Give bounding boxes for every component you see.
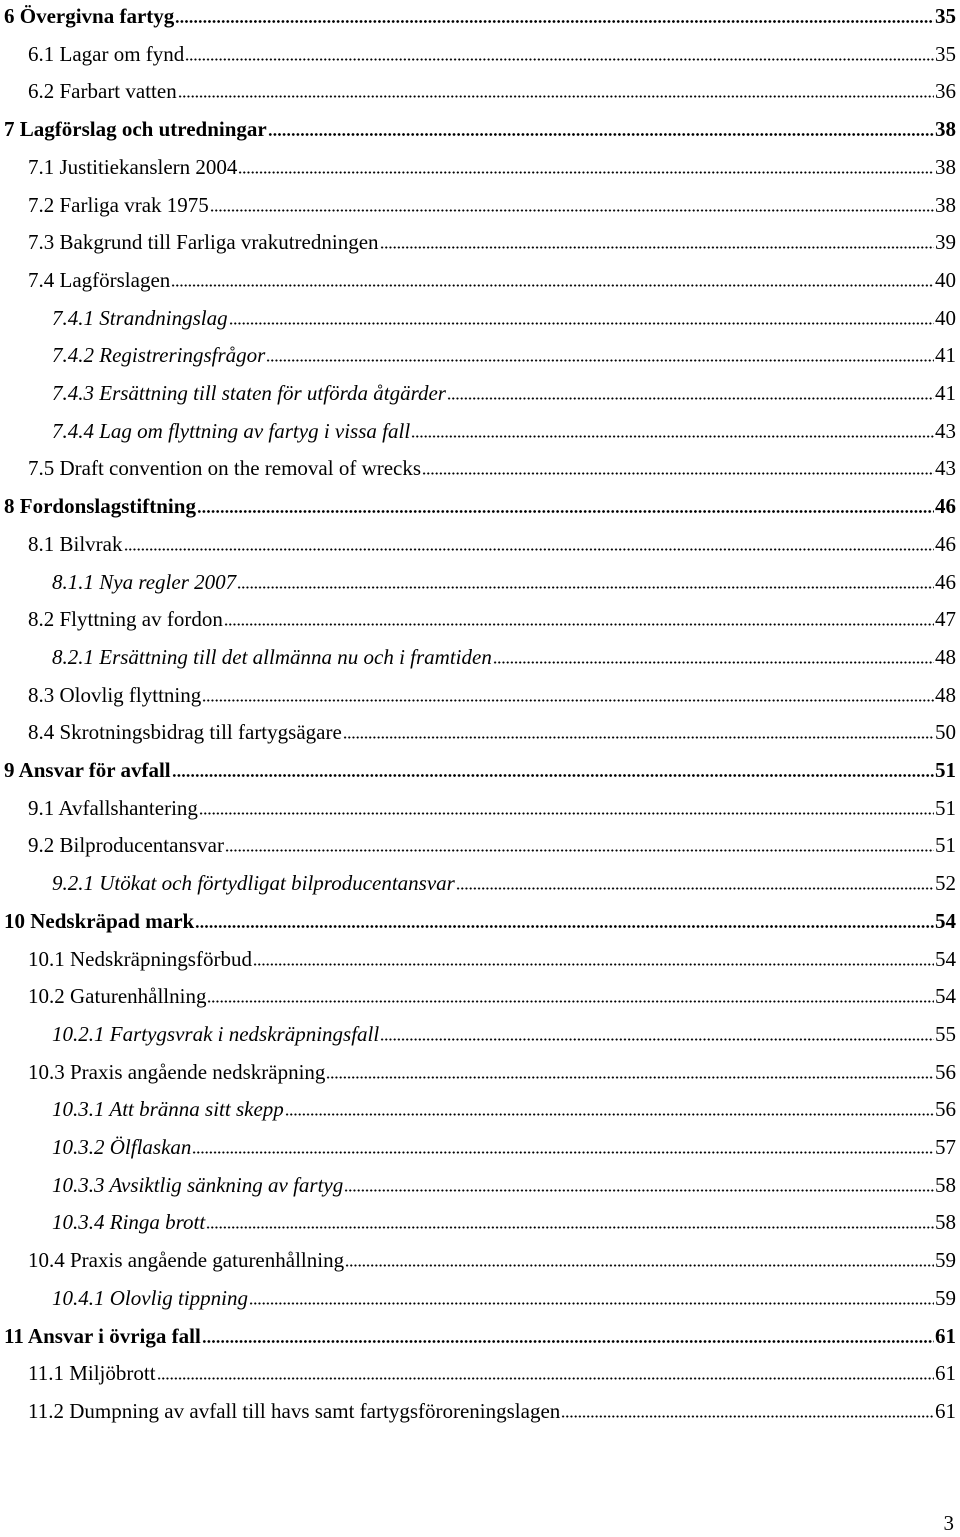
toc-entry-page-number: 61 xyxy=(935,1398,956,1423)
toc-entry-title: 10.3 Praxis angående nedskräpning xyxy=(28,1059,326,1084)
toc-entry-page-number: 35 xyxy=(935,41,956,66)
toc-entry-title: 10.4.1 Olovlig tippning xyxy=(52,1285,248,1310)
toc-dot-leader xyxy=(249,1285,934,1305)
toc-entry[interactable] xyxy=(0,1357,956,1389)
toc-entry-title: 10.2 Gaturenhållning xyxy=(28,984,207,1009)
toc-entry-page-number: 46 xyxy=(935,569,956,594)
toc-entry-page-number: 41 xyxy=(935,381,956,405)
toc-entry-title: 11.1 Miljöbrott xyxy=(28,1361,156,1386)
toc-entry[interactable] xyxy=(0,867,956,899)
toc-entry-page-number: 40 xyxy=(935,305,956,330)
toc-entry-page-number: 52 xyxy=(935,871,956,896)
toc-dot-leader xyxy=(266,342,934,362)
toc-entry[interactable] xyxy=(0,415,956,447)
toc-dot-leader xyxy=(207,983,934,1003)
toc-entry-title: 9.2 Bilproducentansvar xyxy=(28,833,224,858)
toc-entry[interactable] xyxy=(0,1320,956,1352)
toc-entry[interactable] xyxy=(0,1169,956,1201)
toc-dot-leader xyxy=(171,267,934,287)
toc-entry[interactable] xyxy=(0,792,956,824)
toc-entry[interactable] xyxy=(0,1282,956,1314)
toc-entry[interactable] xyxy=(0,905,956,937)
toc-entry[interactable] xyxy=(0,151,956,183)
toc-dot-leader xyxy=(345,1247,934,1267)
toc-entry-page-number: 48 xyxy=(935,644,956,669)
toc-entry-page-number: 56 xyxy=(935,1097,956,1122)
toc-entry-title: 7.4.4 Lag om flyttning av fartyg i vissa fall xyxy=(52,418,411,443)
toc-entry[interactable] xyxy=(0,943,956,975)
toc-dot-leader xyxy=(253,946,934,966)
toc-entry-page-number: 47 xyxy=(935,607,956,632)
toc-dot-leader xyxy=(380,1021,934,1041)
toc-entry-title: 11 Ansvar i övriga fall xyxy=(4,1323,201,1348)
toc-entry[interactable] xyxy=(0,829,956,861)
toc-entry-title: 8 Fordonslagstiftning xyxy=(4,494,196,519)
toc-dot-leader xyxy=(225,832,934,852)
toc-dot-leader xyxy=(229,305,934,325)
toc-dot-leader xyxy=(422,455,934,475)
toc-dot-leader xyxy=(343,719,934,739)
toc-entry-title: 7 Lagförslag och utredningar xyxy=(4,117,267,142)
toc-dot-leader xyxy=(268,116,934,136)
toc-entry-page-number: 43 xyxy=(935,418,956,443)
toc-dot-leader xyxy=(285,1096,934,1116)
toc-entry[interactable] xyxy=(0,339,956,371)
toc-dot-leader xyxy=(192,1134,934,1154)
toc-entry-title: 8.3 Olovlig flyttning xyxy=(28,682,202,707)
toc-dot-leader xyxy=(344,1172,934,1192)
toc-entry-page-number: 59 xyxy=(935,1248,956,1273)
toc-entry-title: 7.3 Bakgrund till Farliga vrakutredningen xyxy=(28,230,379,255)
toc-dot-leader xyxy=(237,569,934,589)
toc-entry-page-number: 40 xyxy=(935,267,956,292)
toc-entry-page-number: 58 xyxy=(935,1210,956,1235)
toc-dot-leader xyxy=(202,1323,934,1343)
toc-entry-page-number: 54 xyxy=(935,908,956,933)
toc-dot-leader xyxy=(206,1209,934,1229)
toc-entry-title: 10.2.1 Fartygsvrak i nedskräpningsfall xyxy=(52,1021,380,1046)
toc-entry-title: 8.1.1 Nya regler 2007 xyxy=(52,569,237,594)
toc-dot-leader xyxy=(411,418,934,438)
toc-entry-title: 9 Ansvar för avfall xyxy=(4,758,171,782)
toc-entry-title: 10.1 Nedskräpningsförbud xyxy=(28,946,252,971)
toc-entry-page-number: 39 xyxy=(935,230,956,255)
toc-entry-title: 9.2.1 Utökat och förtydligat bilproducentansvar xyxy=(52,871,455,896)
toc-entry-page-number: 51 xyxy=(935,833,956,858)
toc-entry[interactable] xyxy=(0,302,956,334)
toc-entry-title: 7.5 Draft convention on the removal of wrecks xyxy=(28,456,422,481)
toc-entry[interactable] xyxy=(0,0,956,32)
toc-dot-leader xyxy=(456,870,934,890)
toc-dot-leader xyxy=(195,908,934,928)
toc-entry[interactable] xyxy=(0,1206,956,1238)
toc-entry-page-number: 58 xyxy=(935,1172,956,1197)
toc-entry-page-number: 41 xyxy=(935,343,956,368)
toc-entry-title: 10.3.3 Avsiktlig sänkning av fartyg xyxy=(52,1172,344,1197)
toc-entry-title: 7.1 Justitiekanslern 2004 xyxy=(28,154,238,179)
toc-dot-leader xyxy=(197,493,934,513)
toc-entry[interactable] xyxy=(0,641,956,673)
toc-entry-page-number: 46 xyxy=(935,494,956,519)
toc-entry-page-number: 61 xyxy=(935,1323,956,1348)
toc-dot-leader xyxy=(199,795,934,815)
toc-dot-leader xyxy=(178,78,934,98)
toc-dot-leader xyxy=(202,682,934,702)
toc-dot-leader xyxy=(326,1059,934,1079)
toc-entry-page-number: 48 xyxy=(935,682,956,707)
toc-entry-page-number: 38 xyxy=(935,117,956,142)
toc-dot-leader xyxy=(172,757,934,777)
toc-entry[interactable] xyxy=(0,1056,956,1088)
toc-entry[interactable] xyxy=(0,452,956,484)
toc-entry-page-number: 56 xyxy=(935,1059,956,1084)
toc-entry-title: 8.1 Bilvrak xyxy=(28,531,123,556)
toc-entry-title: 9.1 Avfallshantering xyxy=(28,795,198,820)
toc-dot-leader xyxy=(493,644,934,664)
toc-entry-title: 7.2 Farliga vrak 1975 xyxy=(28,192,209,217)
toc-entry[interactable] xyxy=(0,679,956,711)
toc-dot-leader xyxy=(447,380,934,400)
toc-entry-title: 8.2 Flyttning av fordon xyxy=(28,607,223,632)
toc-entry-title: 7.4.1 Strandningslag xyxy=(52,305,228,330)
toc-entry-page-number: 57 xyxy=(935,1135,956,1159)
toc-entry-title: 10.3.1 Att bränna sitt skepp xyxy=(52,1097,284,1122)
toc-dot-leader xyxy=(124,531,935,551)
toc-dot-leader xyxy=(175,3,934,23)
toc-entry-page-number: 35 xyxy=(935,4,956,28)
toc-entry-title: 6.1 Lagar om fynd xyxy=(28,41,185,66)
toc-entry-title: 6.2 Farbart vatten xyxy=(28,79,177,104)
toc-entry[interactable] xyxy=(0,38,956,70)
toc-entry-page-number: 51 xyxy=(935,795,956,820)
toc-entry-title: 7.4.2 Registreringsfrågor xyxy=(52,343,266,368)
toc-entry[interactable] xyxy=(0,1018,956,1050)
toc-entry[interactable] xyxy=(0,716,956,748)
toc-entry-page-number: 51 xyxy=(935,758,956,782)
toc-entry-title: 10.3.2 Ölflaskan xyxy=(52,1135,192,1159)
toc-dot-leader xyxy=(210,192,934,212)
toc-entry-page-number: 38 xyxy=(935,192,956,217)
toc-entry[interactable] xyxy=(0,264,956,296)
toc-entry[interactable] xyxy=(0,490,956,522)
toc-entry[interactable] xyxy=(0,75,956,107)
toc-entry[interactable] xyxy=(0,226,956,258)
toc-entry[interactable] xyxy=(0,754,956,786)
toc-entry[interactable] xyxy=(0,113,956,145)
toc-dot-leader xyxy=(561,1398,934,1418)
toc-entry-title: 10 Nedskräpad mark xyxy=(4,908,195,933)
toc-entry[interactable] xyxy=(0,528,956,560)
toc-entry-title: 7.4.3 Ersättning till staten för utförda åtgärder xyxy=(52,381,446,405)
toc-entry-page-number: 38 xyxy=(935,154,956,179)
toc-dot-leader xyxy=(224,606,934,626)
toc-entry-page-number: 59 xyxy=(935,1285,956,1310)
toc-entry[interactable] xyxy=(0,980,956,1012)
toc-dot-leader xyxy=(157,1360,934,1380)
toc-entry[interactable] xyxy=(0,189,956,221)
toc-entry-page-number: 46 xyxy=(935,531,956,556)
toc-entry-page-number: 55 xyxy=(935,1021,956,1046)
toc-dot-leader xyxy=(238,154,934,174)
toc-entry-title: 7.4 Lagförslagen xyxy=(28,267,171,292)
toc-entry[interactable] xyxy=(0,1395,956,1427)
toc-entry-page-number: 61 xyxy=(935,1361,956,1386)
toc-dot-leader xyxy=(185,41,934,61)
toc-entry-page-number: 54 xyxy=(935,984,956,1009)
toc-entry-title: 8.4 Skrotningsbidrag till fartygsägare xyxy=(28,720,342,745)
toc-entry-title: 10.4 Praxis angående gaturenhållning xyxy=(28,1248,345,1273)
toc-entry[interactable] xyxy=(0,566,956,598)
toc-entry[interactable] xyxy=(0,1244,956,1276)
toc-entry-page-number: 50 xyxy=(935,720,956,745)
toc-entry-page-number: 43 xyxy=(935,456,956,481)
toc-entry-page-number: 36 xyxy=(935,79,956,104)
toc-entry-title: 6 Övergivna fartyg xyxy=(4,4,175,28)
toc-entry-title: 10.3.4 Ringa brott xyxy=(52,1210,206,1235)
toc-entry[interactable] xyxy=(0,1131,956,1163)
toc-entry[interactable] xyxy=(0,1093,956,1125)
toc-dot-leader xyxy=(380,229,934,249)
toc-entry-title: 11.2 Dumpning av avfall till havs samt fartygsföroreningslagen xyxy=(28,1398,561,1423)
toc-entry-title: 8.2.1 Ersättning till det allmänna nu och i framtiden xyxy=(52,644,492,669)
toc-entry[interactable] xyxy=(0,603,956,635)
toc-entry-page-number: 54 xyxy=(935,946,956,971)
page-number: 3 xyxy=(943,1511,954,1535)
toc-entry[interactable] xyxy=(0,377,956,409)
